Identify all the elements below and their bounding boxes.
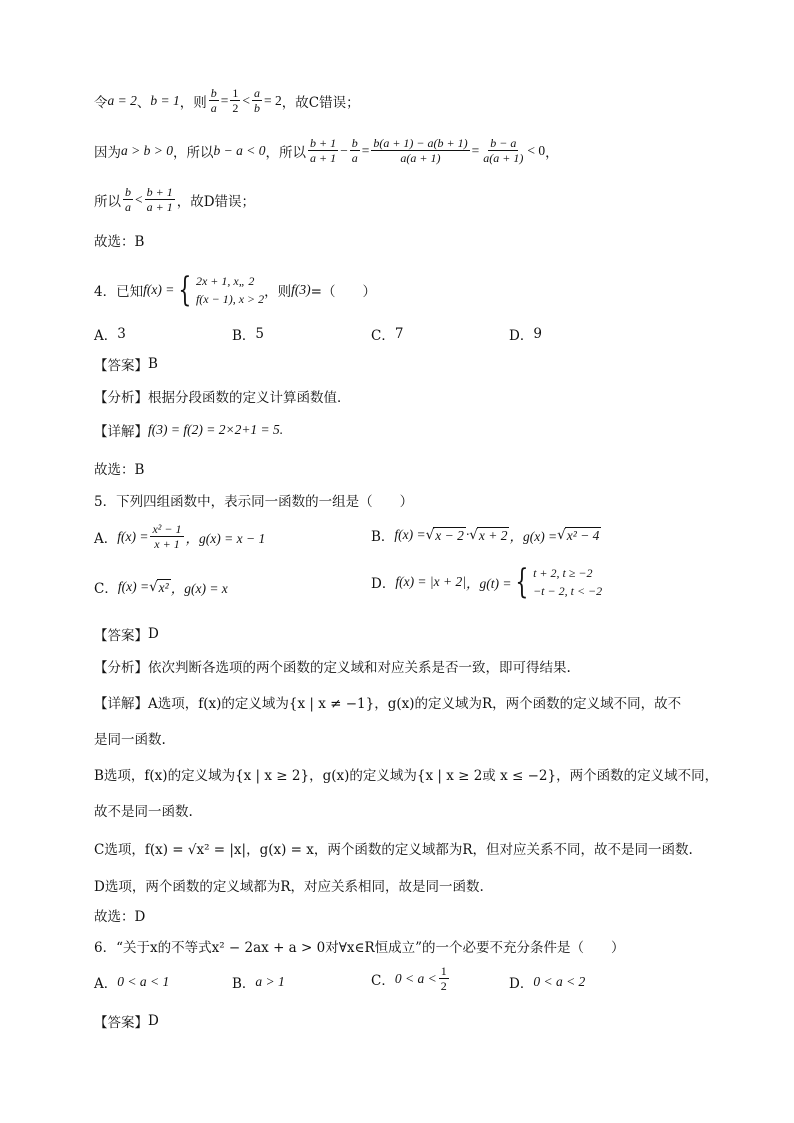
q6-answer: 【答案】 D [94, 1013, 159, 1031]
math: < [242, 92, 250, 108]
text: 令 [94, 94, 108, 111]
q5-answer: 【答案】 D [94, 626, 159, 644]
text: =（ ） [310, 284, 376, 300]
fraction: $\frac{1}{2}$ [232, 86, 239, 115]
q6-option-b[interactable]: B． a > 1 [232, 974, 285, 992]
math: f(3) [291, 282, 311, 297]
fraction: $\frac{b}{a}$ [125, 185, 131, 214]
q6-option-c[interactable]: C． 0 < a < $\frac{1}{2}$ [371, 964, 447, 993]
fraction: $\frac{b}{a}$ [351, 136, 358, 165]
solution-line-3 [94, 185, 255, 214]
q5-option-c[interactable]: C． f(x) = √ x² ，g(x) = x [94, 579, 228, 597]
text: ，故C错误； [281, 94, 360, 111]
q5-detail-b-1: B选项，f(x)的定义域为{x | x ≥ 2}，g(x)的定义域为{x | x ≥ 2或 x ≤ −2}，两个函数的定义域不同， [94, 768, 719, 784]
text: 所以 [94, 193, 121, 210]
solution-line-2 [94, 136, 559, 165]
math: = [220, 92, 229, 108]
q4-option-d[interactable]: D． 9 [509, 326, 542, 344]
q4-answer: 【答案】 B [94, 356, 158, 374]
q5-option-b[interactable]: B． f(x) = √ x − 2 · √ x + 2 ，g(x) = √ x² − 4 [371, 527, 600, 545]
math: = 2 [264, 92, 282, 108]
question-5: 5．下列四组函数中，表示同一函数的一组是（ ） [94, 494, 414, 510]
q5-choice: 故选：D [94, 909, 146, 925]
text: ，所以 [172, 144, 214, 161]
fraction: $\frac{b(a + 1) - a(b + 1)}{a(a + 1)}$ [373, 136, 468, 165]
fraction: $\frac{b - a}{a(a + 1)}$ [483, 136, 524, 165]
fraction: $\frac{b}{a}$ [210, 86, 217, 115]
q5-detail-a-2: 是同一函数. [94, 732, 166, 748]
math: − [340, 142, 348, 158]
text: 、 [136, 94, 151, 111]
math: f(x) = [143, 282, 175, 297]
math: a > b > 0 [121, 142, 173, 158]
fraction: $\frac{b + 1}{a + 1}$ [309, 136, 337, 165]
text: ， [545, 144, 559, 161]
question-6: 6．“关于x的不等式x² − 2ax + a > 0对∀x∈R恒成立”的一个必要不充分条件是（ ） [94, 940, 625, 956]
math: < 0 [527, 142, 546, 158]
math: < [135, 191, 143, 207]
text: ，故D错误； [176, 193, 256, 210]
q5-detail-b-2: 故不是同一函数. [94, 804, 193, 820]
q6-option-a[interactable]: A． 0 < a < 1 [94, 974, 170, 992]
text: ，则 [179, 94, 207, 111]
choice-line: 故选：B [94, 234, 145, 250]
q5-detail-a-1: 【详解】 A选项，f(x)的定义域为{x | x ≠ −1}，g(x)的定义域为R，两个函数的定义域不同，故不 [94, 696, 682, 712]
question-4 [94, 272, 376, 308]
fraction: $\frac{a}{b}$ [254, 86, 260, 115]
case-1: 2x + 1, x„ 2 [195, 274, 255, 288]
q4-option-a[interactable]: A． 3 [94, 326, 126, 344]
q4-choice: 故选：B [94, 462, 145, 478]
math: b = 1 [150, 92, 180, 108]
text: ，所以 [265, 144, 306, 161]
text: ，则 [264, 284, 292, 300]
q6-option-d[interactable]: D． 0 < a < 2 [509, 974, 586, 992]
text: 4．已知 [94, 284, 144, 300]
q5-analysis: 【分析】 依次判断各选项的两个函数的定义域和对应关系是否一致，即可得结果. [94, 660, 571, 676]
q4-analysis: 【分析】 根据分段函数的定义计算函数值． [94, 390, 351, 406]
math: b − a < 0 [213, 142, 266, 158]
q4-option-c[interactable]: C． 7 [371, 326, 404, 344]
case-2: f(x − 1), x > 2 [195, 292, 265, 306]
q5-detail-c: C选项，f(x) = √x² = |x|，g(x) = x，两个函数的定义域都为R，但对应关系不同，故不是同一函数. [94, 842, 693, 858]
fraction: $\frac{b + 1}{a + 1}$ [146, 185, 173, 214]
math: = [471, 142, 480, 158]
q5-option-a[interactable]: A． f(x) = $\frac{\text{x² − 1}}{x + 1}$ ，g(x) = x − 1 [94, 522, 266, 551]
q5-option-d[interactable]: D． f(x) = |x + 2| ，g(t) = { t + 2, t ≥ −2 −t − 2, t < −2 [371, 562, 603, 602]
q4-detail: 【详解】 f(3) = f(2) = 2×2+1 = 5. [94, 422, 284, 440]
solution-line-1 [94, 86, 360, 115]
q4-option-b[interactable]: B． 5 [232, 326, 265, 344]
q5-detail-d: D选项，两个函数的定义域都为R，对应关系相同，故是同一函数. [94, 879, 484, 895]
piecewise: { 2x + 1, x„ 2 f(x − 1), x > 2 [178, 270, 265, 310]
text: 因为 [94, 144, 121, 161]
math: a = 2 [107, 92, 137, 108]
math: = [361, 142, 370, 158]
